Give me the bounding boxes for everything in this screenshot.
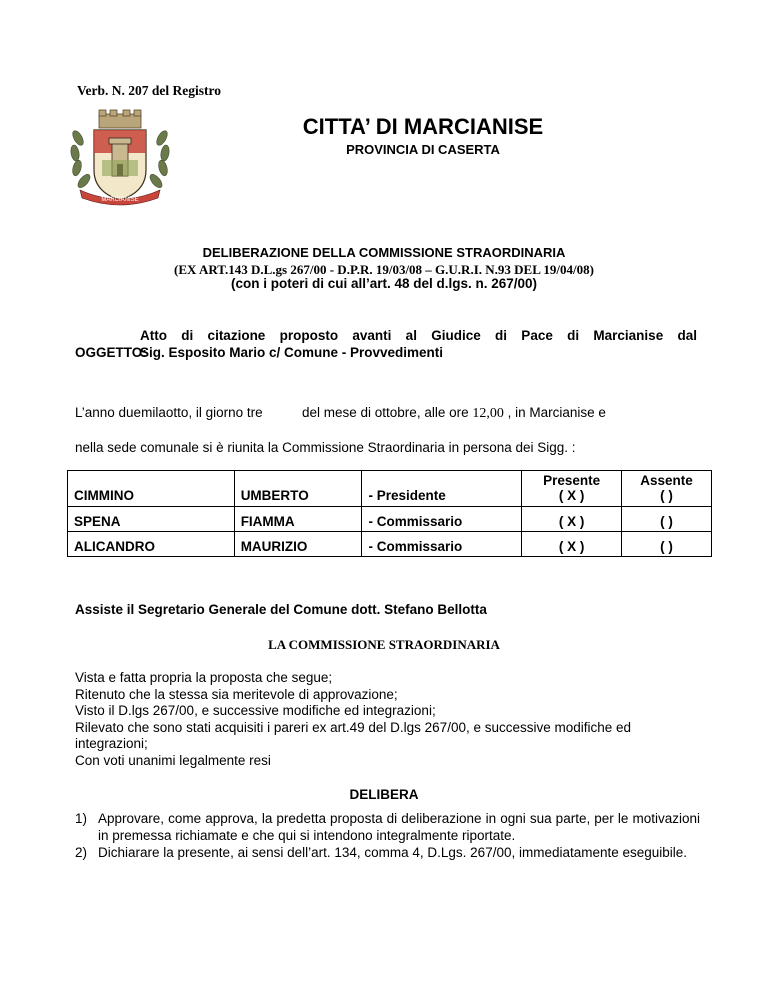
table-row (68, 507, 712, 532)
province-name: PROVINCIA DI CASERTA (346, 142, 500, 157)
table-row (68, 471, 712, 507)
point-text: Approvare, come approva, la predetta proposta di deliberazione in ogni sua parte, per le motivazioni in premessa richiamate e che qui si intendono integralmente riportate. (98, 811, 700, 843)
absent-mark: ( ) (660, 488, 673, 503)
premise-line: Rilevato che sono stati acquisiti i pareri ex art.49 del D.lgs 267/00, e successive modifiche ed integrazioni; (75, 719, 632, 751)
list-item (75, 844, 700, 861)
present-mark: ( X ) (522, 507, 622, 532)
member-name: MAURIZIO (234, 532, 362, 557)
deliberation-reference: (EX ART.143 D.L.gs 267/00 - D.P.R. 19/03/08 – G.U.R.I. N.93 DEL 19/04/08) (174, 262, 594, 277)
absent-mark: ( ) (622, 532, 712, 557)
member-name: FIAMMA (234, 507, 362, 532)
point-number: 1) (75, 811, 88, 826)
premise-line: Visto il D.lgs 267/00, e successive modifiche ed integrazioni; (75, 703, 436, 718)
member-surname: ALICANDRO (68, 532, 235, 557)
subject-line-2: Sig. Esposito Mario c/ Comune - Provvedimenti (140, 345, 444, 360)
members-table (67, 470, 712, 557)
present-mark: ( X ) (522, 532, 622, 557)
absent-cell (622, 471, 712, 507)
point-number: 2) (75, 845, 88, 860)
deliberation-powers: (con i poteri di cui all’art. 48 del d.lgs. n. 267/00) (230, 276, 538, 291)
absent-mark: ( ) (622, 507, 712, 532)
member-name: UMBERTO (234, 471, 362, 507)
present-mark: ( X ) (558, 488, 585, 503)
city-name: CITTA’ DI MARCIANISE (302, 114, 544, 139)
point-text: Dichiarare la presente, ai sensi dell’art. 134, comma 4, D.Lgs. 267/00, immediatamente eseguibile. (98, 845, 688, 860)
present-cell (522, 471, 622, 507)
svg-text:MARCIANISE: MARCIANISE (101, 197, 139, 203)
subject-label: OGGETTO: (75, 345, 147, 360)
deliberation-title: DELIBERAZIONE DELLA COMMISSIONE STRAORDINARIA (202, 245, 566, 260)
secretary-assist: Assiste il Segretario Generale del Comune dott. Stefano Bellotta (75, 602, 487, 617)
intro-line-2: nella sede comunale si è riunita la Commissione Straordinaria in persona dei Sigg. : (75, 440, 576, 455)
subject-line-1: Atto di citazione proposto avanti al Giudice di Pace di Marcianise dal (140, 328, 697, 343)
member-role: - Commissario (362, 532, 522, 557)
register-number: Verb. N. 207 del Registro (77, 83, 221, 98)
premise-line: Ritenuto che la stessa sia meritevole di approvazione; (75, 686, 398, 702)
member-role: - Commissario (362, 507, 522, 532)
premise-line: Con voti unanimi legalmente resi (75, 752, 271, 768)
table-row (68, 532, 712, 557)
intro-place-text: , in Marcianise e (503, 405, 606, 420)
member-surname: CIMMINO (68, 471, 235, 507)
delibera-heading: DELIBERA (349, 787, 419, 802)
present-header: Presente (543, 473, 601, 488)
intro-hour: 12,00 (472, 406, 504, 421)
intro-month-text: del mese di ottobre, alle ore (302, 405, 473, 420)
intro-part-2 (302, 405, 606, 422)
premise-line: Vista e fatta propria la proposta che segue; (75, 670, 333, 685)
member-role: - Presidente (362, 471, 522, 507)
intro-part-1: L’anno duemilaotto, il giorno tre (75, 405, 263, 420)
resolution-points (75, 810, 700, 861)
list-item (75, 810, 700, 844)
member-surname: SPENA (68, 507, 235, 532)
premises-text (75, 670, 700, 769)
absent-header: Assente (640, 473, 693, 488)
commission-heading: LA COMMISSIONE STRAORDINARIA (268, 637, 500, 652)
